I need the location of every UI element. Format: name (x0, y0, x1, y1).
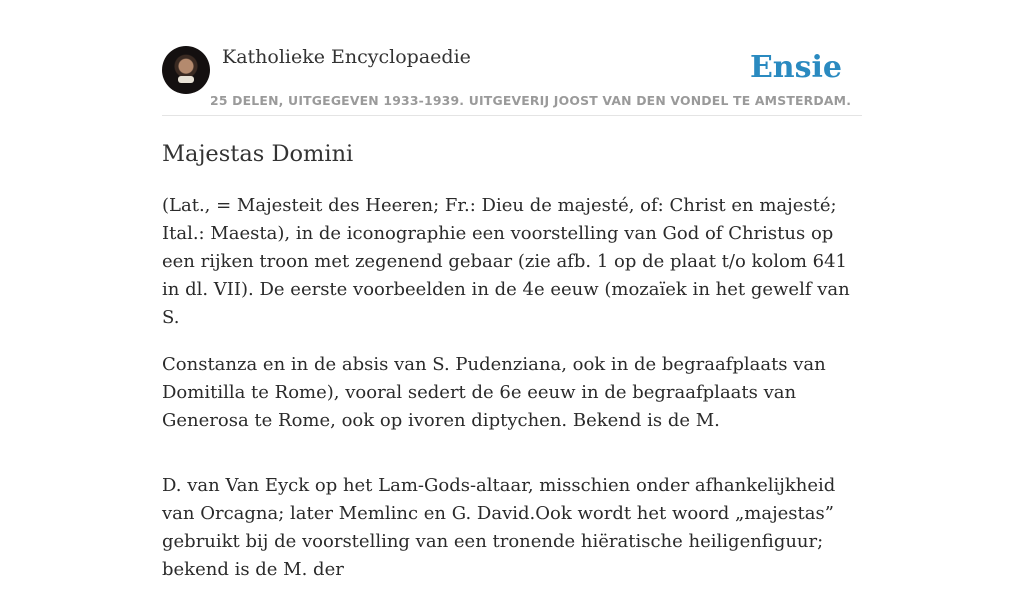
portrait-avatar[interactable] (162, 46, 210, 94)
source-meta: 25 DELEN, UITGEGEVEN 1933-1939. UITGEVERIJ JOOST VAN DEN VONDEL TE AMSTERDAM. (210, 93, 852, 108)
article-paragraph-2: Constanza en in de absis van S. Pudenziana, ook in de begraafplaats van Domitilla te Rome), vooral sedert de 6e eeuw in de begraafplaats van Generosa te Rome, ook op ivoren diptychen. Bekend is de M. (162, 354, 826, 431)
avatar-collar (178, 76, 194, 83)
article-paragraph-1: (Lat., = Majesteit des Heeren; Fr.: Dieu de majesté, of: Christ en majesté; Ital.: Maesta), in de iconographie een voorstelling van God of Christus op een rijken troon met zegenend gebaar (zie afb. 1 op de plaat t/o kolom 641 in dl. VII). De eerste voorbeelden in de 4e eeuw (mozaïek in het gewelf van S. (162, 195, 850, 328)
article-title: Majestas Domini (162, 141, 354, 167)
source-title[interactable]: Katholieke Encyclopaedie (222, 46, 471, 68)
brand-logo[interactable]: Ensie (749, 50, 842, 85)
article (162, 138, 866, 603)
article-paragraph-3: D. van Van Eyck op het Lam-Gods-altaar, misschien onder afhankelijkheid van Orcagna; later Memlinc en G. David.Ook wordt het woord „majestas” gebruikt bij de voorstelling van een tronende hiëratische heiligenfiguur; bekend is de M. der (162, 475, 836, 580)
source-header (162, 46, 862, 116)
